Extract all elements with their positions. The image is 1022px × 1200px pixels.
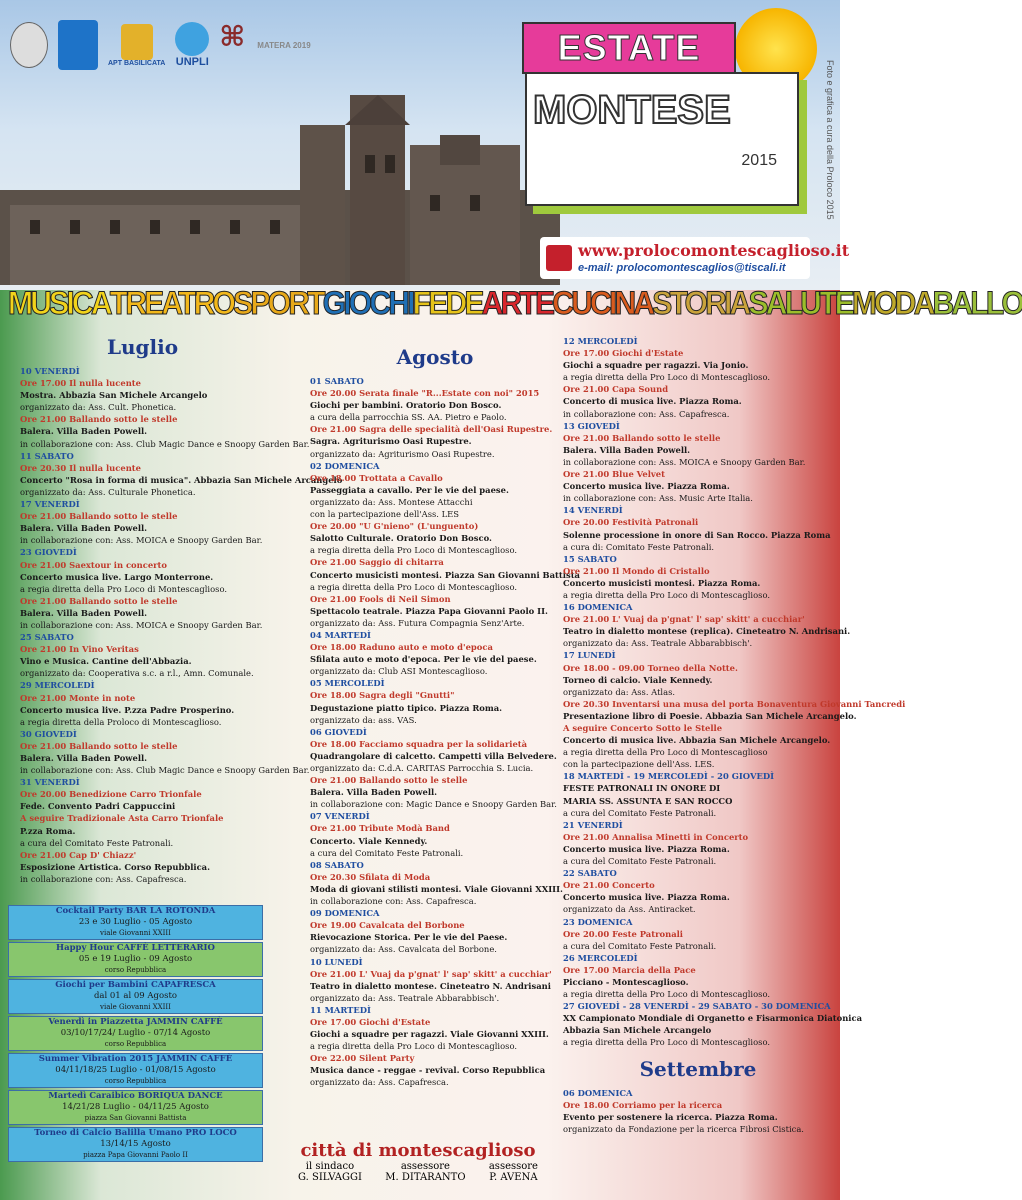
event-time-title: Ore 20.00 Feste Patronali bbox=[563, 928, 683, 939]
event-detail: a regia diretta della Pro Loco di Montescaglioso. bbox=[563, 1037, 770, 1048]
event-time-title: Ore 17.00 Giochi d'Estate bbox=[563, 348, 684, 359]
theme-word: MUSICA bbox=[8, 285, 110, 321]
promo-box bbox=[8, 1090, 263, 1125]
event-detail: Concerto musica live. Piazza Roma. bbox=[563, 481, 730, 492]
event-detail: in collaborazione con: Magic Dance e Snoopy Garden Bar. bbox=[310, 799, 557, 810]
event-date: 05 MERCOLEDÌ bbox=[310, 678, 385, 689]
event-time-title: Ore 17.00 Giochi d'Estate bbox=[310, 1016, 431, 1027]
event-detail: Salotto Culturale. Oratorio Don Bosco. bbox=[310, 533, 492, 544]
signer-name: G. SILVAGGI bbox=[298, 1172, 362, 1183]
event-detail: in collaborazione con: Ass. MOICA e Snoopy Garden Bar. bbox=[563, 456, 806, 467]
event-time-title: Ore 21.00 Ballando sotto le stelle bbox=[20, 595, 178, 606]
event-detail: Giochi per bambini. Oratorio Don Bosco. bbox=[310, 400, 502, 411]
event-detail: in collaborazione con: Ass. MOICA e Snoopy Garden Bar. bbox=[20, 535, 263, 546]
event-detail: a regia diretta della Pro Loco di Montescaglioso. bbox=[310, 581, 517, 592]
event-detail: organizzato da: Ass. Capafresca. bbox=[310, 1077, 449, 1088]
event-detail: a regia diretta della Pro Loco di Montescaglioso. bbox=[563, 372, 770, 383]
event-detail: organizzato da: Agriturismo Oasi Rupestre. bbox=[310, 448, 495, 459]
promo-box bbox=[8, 979, 263, 1014]
event-time-title: Ore 21.00 Monte in note bbox=[20, 692, 136, 703]
unpli-label: UNPLI bbox=[175, 56, 209, 68]
promo-title: Summer Vibration 2015 JAMMIN CAFFÈ bbox=[38, 1054, 233, 1064]
signer-role: assessore bbox=[400, 1161, 450, 1172]
event-detail: organizzato da: ass. VAS. bbox=[310, 714, 417, 725]
unpli-dolphin-icon bbox=[175, 22, 209, 56]
event-detail: Giochi a squadre per ragazzi. Viale Giovanni XXIII. bbox=[310, 1029, 549, 1040]
event-date: 02 DOMENICA bbox=[310, 460, 380, 471]
event-time-title: Ore 21.00 Saggio di chitarra bbox=[310, 557, 444, 568]
contact-box bbox=[540, 237, 850, 279]
event-time-title: Ore 20.00 Benedizione Carro Trionfale bbox=[20, 789, 202, 800]
event-date: 13 GIOVEDÌ bbox=[563, 420, 620, 431]
promo-location: corso Repubblica bbox=[104, 1077, 167, 1085]
event-detail: a cura del Comitato Feste Patronali. bbox=[563, 856, 717, 867]
event-time-title: Ore 21.00 Cap D' Chiazz' bbox=[20, 849, 137, 860]
promo-dates: 14/21/28 Luglio - 04/11/25 Agosto bbox=[62, 1102, 209, 1112]
event-detail: XX Campionato Mondiale di Organetto e Fisarmonica Diatonica bbox=[563, 1013, 863, 1024]
event-date: 31 VENERDÌ bbox=[20, 777, 80, 788]
event-time-title: Ore 20.00 Serata finale "R...Estate con noi" 2015 bbox=[310, 388, 540, 399]
event-detail: Concerto di musica live. Piazza Roma. bbox=[563, 396, 742, 407]
event-date: 17 VENERDÌ bbox=[20, 499, 80, 510]
montese-title: MONTESE bbox=[533, 88, 731, 132]
month-heading-settembre: Settembre bbox=[639, 1056, 757, 1081]
promo-location: piazza Papa Giovanni Paolo II bbox=[83, 1151, 188, 1159]
event-detail: con la partecipazione dell'Ass. LES. bbox=[563, 759, 715, 770]
event-detail: a regia diretta della Pro Loco di Montescaglioso bbox=[563, 747, 768, 758]
event-time-title: Ore 21.00 Blue Velvet bbox=[563, 469, 665, 480]
event-time-title: Ore 21.00 Concerto bbox=[563, 880, 655, 891]
promo-location: corso Repubblica bbox=[104, 966, 167, 974]
event-detail: Fede. Convento Padri Cappuccini bbox=[20, 801, 176, 812]
event-detail: organizzato da: Ass. Cavalcata del Borbone. bbox=[310, 944, 497, 955]
event-detail: a regia diretta della Pro Loco di Montescaglioso. bbox=[310, 545, 517, 556]
event-date: 27 GIOVEDÌ - 28 VENERDÌ - 29 SABATO - 30 DOMENICA bbox=[563, 1001, 831, 1012]
event-detail: Evento per sostenere la ricerca. Piazza Roma. bbox=[563, 1111, 778, 1122]
event-detail: in collaborazione con: Ass. Capafresca. bbox=[563, 408, 730, 419]
event-date: 26 MERCOLEDÌ bbox=[563, 952, 638, 963]
promo-location: piazza San Giovanni Battista bbox=[84, 1114, 187, 1122]
event-date: 30 GIOVEDÌ bbox=[20, 728, 77, 739]
event-time-title: Ore 21.00 Il Mondo di Cristallo bbox=[563, 565, 710, 576]
event-time-title: Ore 21.00 In Vino Veritas bbox=[20, 644, 139, 655]
event-detail: a regia diretta della Pro Loco di Montescaglioso. bbox=[20, 583, 227, 594]
promo-title: Giochi per Bambini CAPAFRESCA bbox=[55, 980, 216, 990]
event-detail: Mostra. Abbazia San Michele Arcangelo bbox=[20, 390, 208, 401]
event-date: 07 VENERDÌ bbox=[310, 811, 370, 822]
event-detail: Balera. Villa Baden Powell. bbox=[20, 607, 148, 618]
event-detail: Vino e Musica. Cantine dell'Abbazia. bbox=[20, 656, 192, 667]
event-time-title: Ore 17.00 Il nulla lucente bbox=[20, 378, 141, 389]
event-detail: Giochi a squadre per ragazzi. Via Jonio. bbox=[563, 360, 749, 371]
event-detail: in collaborazione con: Ass. Capafresca. bbox=[20, 873, 187, 884]
promo-title: Happy Hour CAFFÈ LETTERARIO bbox=[56, 943, 215, 953]
month-heading-agosto: Agosto bbox=[396, 345, 474, 369]
promo-title: Cocktail Party BAR LA ROTONDA bbox=[55, 906, 216, 916]
event-detail: Concerto musica live. Largo Monterrone. bbox=[20, 571, 214, 582]
theme-word: ARTE bbox=[481, 285, 553, 321]
event-date: 14 VENERDÌ bbox=[563, 505, 623, 516]
apt-shield-icon bbox=[121, 24, 153, 60]
apt-basilicata-logo bbox=[108, 24, 165, 67]
event-date: 23 DOMENICA bbox=[563, 916, 633, 927]
event-detail: in collaborazione con: Ass. Club Magic Dance e Snoopy Garden Bar. bbox=[20, 438, 310, 449]
event-detail: a cura del Comitato Feste Patronali. bbox=[20, 837, 174, 848]
sponsor-logos bbox=[10, 10, 311, 80]
event-detail: a regia diretta della Pro Loco di Montescaglioso. bbox=[563, 989, 770, 1000]
promo-title: Martedì Caraibico BORIQUA DANCE bbox=[48, 1091, 223, 1101]
event-detail: Rievocazione Storica. Per le vie del Paese. bbox=[310, 932, 508, 943]
theme-word: BALLO bbox=[932, 285, 1022, 321]
event-detail: Concerto di musica live. Abbazia San Michele Arcangelo. bbox=[563, 735, 831, 746]
event-time-title: A seguire Concerto Sotto le Stelle bbox=[563, 723, 723, 733]
theme-word: FEDE bbox=[412, 285, 482, 321]
event-detail: organizzato da: Ass. Montese Attacchi bbox=[310, 496, 473, 507]
event-time-title: Ore 20.00 Festività Patronali bbox=[563, 517, 699, 528]
event-detail: Passeggiata a cavallo. Per le vie del paese. bbox=[310, 484, 509, 495]
event-date: 15 SABATO bbox=[563, 553, 617, 564]
event-time-title: Ore 21.00 Ballando sotto le stelle bbox=[20, 511, 178, 522]
event-time-title: Ore 18.00 Corriamo per la ricerca bbox=[563, 1099, 723, 1110]
event-detail: organizzato da: C.d.A. CARITAS Parrocchia S. Lucia. bbox=[310, 763, 534, 773]
event-date: 16 DOMENICA bbox=[563, 602, 633, 613]
event-detail: Concerto musicisti montesi. Piazza San Giovanni Battista bbox=[310, 569, 580, 580]
event-time-title: Ore 22.00 Silent Party bbox=[310, 1053, 415, 1064]
event-time-title: Ore 21.00 Annalisa Minetti in Concerto bbox=[563, 831, 749, 842]
theme-word: MODA bbox=[851, 285, 933, 321]
matera-2019-label: MATERA 2019 bbox=[257, 40, 311, 50]
agosto-column-2 bbox=[563, 335, 906, 1135]
event-date: 18 MARTEDÌ - 19 MERCOLEDÌ - 20 GIOVEDÌ bbox=[563, 771, 775, 782]
footer bbox=[298, 1140, 538, 1183]
event-time-title: Ore 20.30 Il nulla lucente bbox=[20, 462, 141, 473]
signatures bbox=[298, 1161, 538, 1183]
event-detail: organizzato da: Ass. Teatrale Abbarabbisch'. bbox=[563, 638, 753, 649]
event-time-title: Ore 21.00 Sagra delle specialità dell'Oasi Rupestre. bbox=[310, 424, 553, 435]
event-detail: Concerto musica live. Piazza Roma. bbox=[563, 843, 730, 854]
event-detail: Degustazione piatto tipico. Piazza Roma. bbox=[310, 702, 503, 713]
promo-dates: 05 e 19 Luglio - 09 Agosto bbox=[78, 954, 193, 964]
event-detail: P.zza Roma. bbox=[20, 825, 76, 836]
event-detail: Solenne processione in onore di San Rocco. Piazza Roma bbox=[563, 529, 831, 540]
event-date: 12 MERCOLEDÌ bbox=[563, 336, 638, 346]
signer-1 bbox=[298, 1161, 362, 1183]
promo-location: corso Repubblica bbox=[104, 1040, 167, 1048]
signer-3 bbox=[489, 1161, 538, 1183]
event-time-title: Ore 18.00 Raduno auto e moto d'epoca bbox=[310, 642, 493, 653]
proloco-mark-icon: ⌘ bbox=[219, 20, 246, 53]
event-date: 29 MERCOLEDÌ bbox=[20, 680, 95, 691]
event-date: 06 GIOVEDÌ bbox=[310, 726, 367, 737]
castle-image bbox=[0, 95, 560, 285]
unpli-logo bbox=[175, 22, 209, 68]
event-detail: Spettacolo teatrale. Piazza Papa Giovanni Paolo II. bbox=[310, 605, 548, 616]
event-detail: a cura di: Comitato Feste Patronali. bbox=[563, 541, 715, 552]
settembre-events bbox=[563, 1087, 833, 1135]
event-detail: organizzato da: Cooperativa s.c. a r.l., Amn. Comunale. bbox=[20, 668, 254, 679]
event-detail: Balera. Villa Baden Powell. bbox=[20, 426, 148, 437]
event-date: 11 MARTEDÌ bbox=[310, 1004, 371, 1015]
event-detail: Musica dance - reggae - revival. Corso Repubblica bbox=[310, 1065, 546, 1076]
event-detail: a regia diretta della Proloco di Montescaglioso. bbox=[20, 716, 222, 727]
event-detail: Balera. Villa Baden Powell. bbox=[20, 753, 148, 763]
event-detail: Balera. Villa Baden Powell. bbox=[563, 444, 691, 455]
event-time-title: Ore 18.00 Trottata a Cavallo bbox=[310, 472, 443, 483]
event-detail: a cura del Comitato Feste Patronali. bbox=[310, 847, 464, 858]
event-time-title: Ore 21.00 Ballando sotto le stelle bbox=[563, 432, 721, 443]
event-time-title: Ore 20.30 Sfilata di Moda bbox=[310, 871, 431, 882]
event-detail: a cura del Comitato Feste Patronali. bbox=[563, 940, 717, 951]
montese-title-box bbox=[525, 72, 799, 206]
event-date: 06 DOMENICA bbox=[563, 1087, 633, 1098]
event-detail: Teatro in dialetto montese (replica). Cineteatro N. Andrisani. bbox=[563, 626, 851, 637]
event-detail: Teatro in dialetto montese. Cineteatro N. Andrisani bbox=[310, 980, 551, 991]
event-detail: Concerto musica live. P.zza Padre Prosperino. bbox=[20, 704, 235, 715]
email-link[interactable]: e-mail: prolocomontescaglios@tiscali.it bbox=[578, 262, 786, 274]
event-detail: Quadrangolare di calcetto. Campetti villa Belvedere. bbox=[310, 750, 557, 761]
event-time-title: Ore 17.00 Marcia della Pace bbox=[563, 964, 696, 975]
event-detail: organizzato da: Ass. Futura Compagnia Senz'Arte. bbox=[310, 617, 525, 628]
promo-title: Venerdì in Piazzetta JAMMIN CAFFÈ bbox=[48, 1017, 223, 1027]
agosto-events-2 bbox=[563, 335, 906, 1049]
photo-credit: Foto e grafica a cura della Proloco 2015 bbox=[825, 60, 835, 220]
event-detail: Balera. Villa Baden Powell. bbox=[20, 523, 148, 534]
signer-name: P. AVENA bbox=[489, 1172, 538, 1183]
event-time-title: Ore 21.00 Ballando sotto le stelle bbox=[20, 414, 178, 425]
estate-title-box bbox=[522, 22, 736, 74]
promo-dates: 04/11/18/25 Luglio - 01/08/15 Agosto bbox=[55, 1065, 216, 1075]
event-detail: a regia diretta della Pro Loco di Montescaglioso. bbox=[563, 589, 770, 600]
event-detail: Presentazione libro di Poesie. Abbazia San Michele Arcangelo. bbox=[563, 710, 857, 721]
event-time-title: Ore 20.00 "U G'nieno" (L'unguento) bbox=[310, 521, 479, 532]
event-time-title: Ore 21.00 Ballando sotto le stelle bbox=[310, 775, 468, 786]
event-time-title: Ore 21.00 Saextour in concerto bbox=[20, 559, 168, 570]
event-detail: MARIA SS. ASSUNTA E SAN ROCCO bbox=[563, 795, 733, 806]
event-detail: organizzato da Fondazione per la ricerca Fibrosi Cistica. bbox=[563, 1123, 804, 1134]
promo-location: viale Giovanni XXIII bbox=[100, 929, 171, 937]
edition-year: 2015 bbox=[741, 152, 777, 169]
event-date: 01 SABATO bbox=[310, 376, 364, 386]
event-detail: organizzato da: Club ASI Montescaglioso. bbox=[310, 666, 488, 677]
event-detail: Balera. Villa Baden Powell. bbox=[310, 787, 438, 798]
theme-word: SPORT bbox=[233, 285, 323, 321]
event-detail: organizzato da: Ass. Cult. Phonetica. bbox=[20, 402, 177, 413]
event-date: 10 VENERDÌ bbox=[20, 366, 80, 376]
event-date: 23 GIOVEDÌ bbox=[20, 547, 77, 558]
event-date: 11 SABATO bbox=[20, 450, 74, 461]
comune-crest-icon bbox=[10, 22, 48, 68]
themes-banner bbox=[8, 282, 1022, 322]
event-date: 21 VENERDÌ bbox=[563, 819, 623, 830]
event-detail: Concerto musicisti montesi. Piazza Roma. bbox=[563, 577, 761, 588]
event-detail: in collaborazione con: Ass. Club Magic Dance e Snoopy Garden Bar. bbox=[20, 765, 310, 776]
event-date: 10 LUNEDÌ bbox=[310, 956, 363, 967]
promo-box bbox=[8, 905, 263, 940]
event-date: 17 LUNEDÌ bbox=[563, 650, 616, 661]
promo-dates: 13/14/15 Agosto bbox=[100, 1139, 171, 1149]
event-detail: Esposizione Artistica. Corso Repubblica. bbox=[20, 861, 211, 872]
theme-word: CUCINA bbox=[552, 285, 653, 321]
promo-box bbox=[8, 1127, 263, 1162]
event-detail: organizzato da Ass. Antiracket. bbox=[563, 904, 696, 915]
event-date: 08 SABATO bbox=[310, 859, 364, 870]
promo-dates: 03/10/17/24/ Luglio - 07/14 Agosto bbox=[60, 1028, 211, 1038]
theme-word: GIOCHI bbox=[322, 285, 413, 321]
signer-2 bbox=[385, 1161, 465, 1183]
promo-box bbox=[8, 1016, 263, 1051]
event-time-title: Ore 21.00 L' Vuaj da p'gnat' l' sap' skitt' a cucchiar' bbox=[310, 968, 552, 979]
event-detail: Sfilata auto e moto d'epoca. Per le vie del paese. bbox=[310, 654, 537, 665]
event-detail: Concerto musica live. Piazza Roma. bbox=[563, 892, 730, 903]
proloco-logo-icon bbox=[546, 245, 572, 271]
agosto-column bbox=[310, 345, 580, 1089]
event-time-title: Ore 21.00 Capa Sound bbox=[563, 384, 669, 395]
estate-title: ESTATE bbox=[557, 27, 701, 68]
event-time-title: Ore 21.00 Fools di Neil Simon bbox=[310, 593, 451, 604]
event-detail: FESTE PATRONALI IN ONORE DI bbox=[563, 783, 721, 794]
event-time-title: Ore 18.00 Sagra degli "Gnutti" bbox=[310, 690, 455, 701]
event-time-title: Ore 21.00 Tribute Modà Band bbox=[310, 823, 450, 834]
event-time-title: A seguire Tradizionale Asta Carro Trionfale bbox=[20, 813, 224, 824]
promo-box bbox=[8, 1053, 263, 1088]
signer-role: il sindaco bbox=[305, 1161, 355, 1172]
event-detail: organizzato da: Ass. Culturale Phonetica. bbox=[20, 486, 196, 497]
event-detail: organizzato da: Ass. Atlas. bbox=[563, 686, 676, 697]
promo-title: Torneo di Calcio Balilla Umano PRO LOCO bbox=[34, 1128, 237, 1138]
promo-dates: dal 01 al 09 Agosto bbox=[93, 991, 178, 1001]
event-date: 25 SABATO bbox=[20, 632, 74, 643]
agosto-events bbox=[310, 375, 580, 1089]
event-date: 09 DOMENICA bbox=[310, 908, 380, 919]
event-detail: Picciano - Montescaglioso. bbox=[563, 976, 689, 987]
event-detail: a cura della parrocchia SS. AA. Pietro e Paolo. bbox=[310, 412, 507, 423]
event-detail: con la partecipazione dell'Ass. LES bbox=[310, 509, 460, 520]
promo-location: viale Giovanni XXIII bbox=[100, 1003, 171, 1011]
event-detail: in collaborazione con: Ass. Music Arte Italia. bbox=[563, 493, 753, 504]
event-time-title: Ore 21.00 L' Vuaj da p'gnat' l' sap' skitt' a cucchiar' bbox=[563, 614, 805, 625]
event-time-title: Ore 20.30 Inventarsi una musa del porta Bonaventura Giovanni Tancredi bbox=[563, 698, 906, 709]
event-detail: Sagra. Agriturismo Oasi Rupestre. bbox=[310, 436, 472, 447]
event-time-title: Ore 21.00 Ballando sotto le stelle bbox=[20, 740, 178, 751]
promo-box bbox=[8, 942, 263, 977]
event-detail: Concerto. Viale Kennedy. bbox=[310, 835, 428, 846]
theme-word: SALUTE bbox=[748, 285, 852, 321]
event-time-title: Ore 19.00 Cavalcata del Borbone bbox=[310, 920, 465, 931]
event-detail: Concerto "Rosa in forma di musica". Abbazia San Michele Arcangelo bbox=[20, 474, 343, 485]
theme-word: STORIA bbox=[652, 285, 749, 321]
event-detail: in collaborazione con: Ass. Capafresca. bbox=[310, 896, 477, 907]
theme-word: TREATRO bbox=[109, 285, 234, 321]
event-detail: Abbazia San Michele Arcangelo bbox=[563, 1025, 712, 1036]
website-link[interactable]: www.prolocomontescaglioso.it bbox=[578, 241, 850, 260]
event-detail: Torneo di calcio. Viale Kennedy. bbox=[563, 674, 713, 685]
region-flag-icon bbox=[58, 20, 98, 70]
event-date: 22 SABATO bbox=[563, 868, 617, 879]
city-title: città di montescaglioso bbox=[300, 1140, 536, 1161]
event-detail: organizzato da: Ass. Teatrale Abbarabbisch'. bbox=[310, 992, 500, 1003]
event-detail: Moda di giovani stilisti montesi. Viale Giovanni XXIII. bbox=[310, 883, 563, 894]
signer-name: M. DITARANTO bbox=[385, 1172, 466, 1183]
event-time-title: Ore 18.00 - 09.00 Torneo della Notte. bbox=[563, 662, 738, 673]
event-date: 04 MARTEDÌ bbox=[310, 629, 371, 640]
event-detail: in collaborazione con: Ass. MOICA e Snoopy Garden Bar. bbox=[20, 619, 263, 630]
event-time-title: Ore 18.00 Facciamo squadra per la solidarietà bbox=[310, 738, 528, 749]
signer-role: assessore bbox=[488, 1161, 538, 1172]
promo-dates: 23 e 30 Luglio - 05 Agosto bbox=[78, 917, 193, 927]
event-detail: a regia diretta della Pro Loco di Montescaglioso. bbox=[310, 1041, 517, 1052]
month-heading-luglio: Luglio bbox=[106, 335, 179, 359]
apt-label: APT BASILICATA bbox=[108, 59, 166, 67]
event-detail: a cura del Comitato Feste Patronali. bbox=[563, 807, 717, 818]
